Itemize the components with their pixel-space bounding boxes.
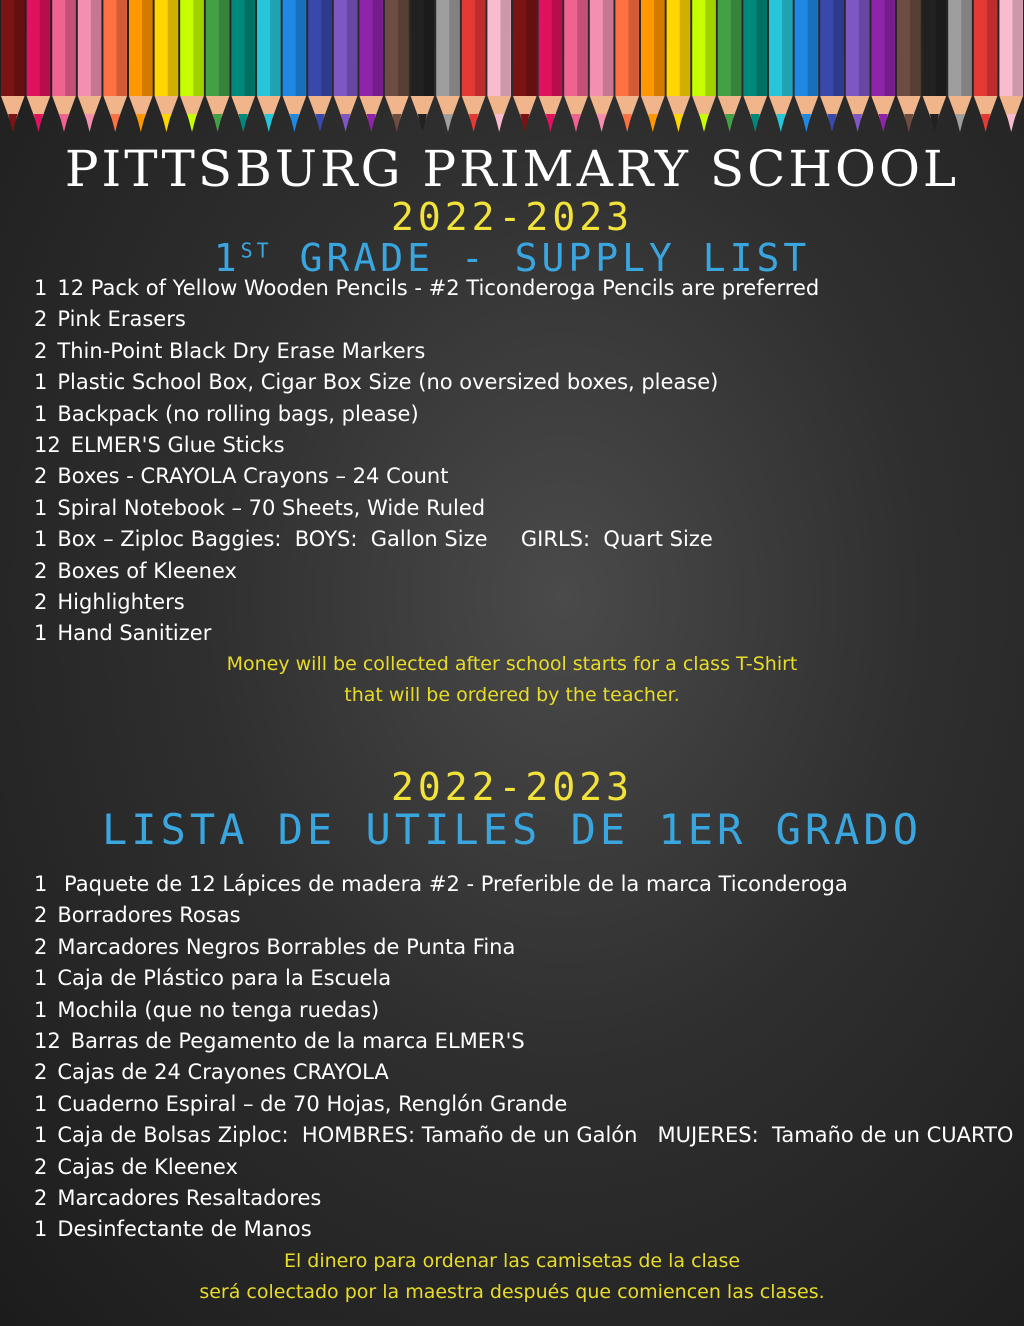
spanish-supply-item xyxy=(34,900,1013,931)
pencil xyxy=(103,0,127,132)
grade-ordinal: 1 xyxy=(213,236,241,280)
spanish-list-heading: LISTA DE UTILES DE 1ER GRADO xyxy=(101,805,922,854)
item-quantity: 2 xyxy=(34,307,48,332)
item-description: Cuaderno Espiral – de 70 Hojas, Renglón Grande xyxy=(57,1091,568,1116)
item-description: Caja de Plástico para la Escuela xyxy=(57,966,392,991)
pencil xyxy=(820,0,844,132)
pencil xyxy=(359,0,383,132)
pencil xyxy=(206,0,230,132)
item-quantity: 2 xyxy=(34,1060,48,1085)
item-description: Caja de Bolsas Ziploc: HOMBRES: Tamaño de un Galón MUJERES: Tamaño de un CUARTO xyxy=(57,1123,1014,1148)
english-supply-item xyxy=(34,618,819,649)
item-description: Borradores Rosas xyxy=(57,903,241,928)
year-heading: 2022-2023 xyxy=(391,195,633,239)
pencil xyxy=(231,0,255,132)
spanish-supply-item xyxy=(34,995,1013,1026)
spanish-supply-item xyxy=(34,932,1013,963)
school-title: PITTSBURG PRIMARY SCHOOL xyxy=(64,140,960,198)
english-supply-item xyxy=(34,304,819,335)
item-description: Cajas de 24 Crayones CRAYOLA xyxy=(57,1060,389,1085)
item-description: Thin-Point Black Dry Erase Markers xyxy=(57,338,426,363)
pencil xyxy=(769,0,793,132)
pencil xyxy=(436,0,460,132)
pencil xyxy=(846,0,870,132)
spanish-supply-item xyxy=(34,963,1013,994)
item-quantity: 1 xyxy=(34,276,48,300)
pencil xyxy=(155,0,179,132)
item-quantity: 12 xyxy=(34,1028,61,1053)
english-supply-list xyxy=(34,273,819,650)
pencil xyxy=(923,0,947,132)
spanish-supply-item xyxy=(34,1026,1013,1057)
pencil xyxy=(385,0,409,132)
spanish-note-line-2: será colectado por la maestra después que comiencen las clases. xyxy=(199,1281,825,1303)
grade-title-text: GRADE - SUPPLY LIST xyxy=(272,236,811,280)
item-quantity: 2 xyxy=(34,1154,48,1179)
spanish-supply-list xyxy=(34,869,1013,1246)
pencil xyxy=(692,0,716,132)
item-quantity: 1 xyxy=(34,1091,48,1116)
item-description: Barras de Pegamento de la marca ELMER'S xyxy=(70,1028,525,1053)
pencil xyxy=(411,0,435,132)
item-description: ELMER'S Glue Sticks xyxy=(70,432,285,457)
pencil xyxy=(641,0,665,132)
english-note-line-2: that will be ordered by the teacher. xyxy=(344,684,680,706)
english-supply-item xyxy=(34,273,819,304)
item-quantity: 2 xyxy=(34,903,48,928)
pencil xyxy=(462,0,486,132)
item-description: Highlighters xyxy=(57,589,185,614)
pencil xyxy=(974,0,998,132)
spanish-supply-item xyxy=(34,1089,1013,1120)
colored-pencils-border xyxy=(0,0,1024,140)
english-supply-item xyxy=(34,399,819,430)
item-description: 12 Pack of Yellow Wooden Pencils - #2 Ticonderoga Pencils are preferred xyxy=(57,276,820,300)
pencil xyxy=(999,0,1023,132)
item-quantity: 1 xyxy=(34,401,48,426)
item-description: Hand Sanitizer xyxy=(57,621,212,646)
pencil xyxy=(180,0,204,132)
pencil xyxy=(487,0,511,132)
item-description: Plastic School Box, Cigar Box Size (no oversized boxes, please) xyxy=(57,370,719,395)
item-description: Backpack (no rolling bags, please) xyxy=(57,401,419,426)
item-quantity: 1 xyxy=(34,872,48,896)
spanish-supply-item xyxy=(34,1120,1013,1151)
spanish-supply-item xyxy=(34,1057,1013,1088)
pencil xyxy=(795,0,819,132)
spanish-year-heading: 2022-2023 xyxy=(391,765,633,809)
pencil xyxy=(308,0,332,132)
pencil xyxy=(52,0,76,132)
item-quantity: 1 xyxy=(34,1123,48,1148)
pencil xyxy=(27,0,51,132)
item-description: Marcadores Resaltadores xyxy=(57,1185,322,1210)
item-description: Marcadores Negros Borrables de Punta Fina xyxy=(57,934,516,959)
pencil xyxy=(615,0,639,132)
item-quantity: 2 xyxy=(34,934,48,959)
english-supply-item xyxy=(34,493,819,524)
english-supply-item xyxy=(34,556,819,587)
pencil xyxy=(1,0,25,132)
item-description: Box – Ziploc Baggies: BOYS: Gallon Size GIRLS: Quart Size xyxy=(57,527,713,552)
english-supply-item xyxy=(34,587,819,618)
item-quantity: 1 xyxy=(34,1217,48,1242)
pencil xyxy=(948,0,972,132)
english-tshirt-note xyxy=(0,649,1024,711)
pencil xyxy=(78,0,102,132)
item-description: Mochila (que no tenga ruedas) xyxy=(57,997,380,1022)
item-description: Spiral Notebook – 70 Sheets, Wide Ruled xyxy=(57,495,486,520)
item-description: Pink Erasers xyxy=(57,307,186,332)
item-quantity: 2 xyxy=(34,464,48,489)
item-quantity: 1 xyxy=(34,527,48,552)
grade-ordinal-suffix: ST xyxy=(240,238,273,263)
pencil xyxy=(513,0,537,132)
spanish-supply-item xyxy=(34,1214,1013,1245)
pencil xyxy=(590,0,614,132)
english-supply-item xyxy=(34,461,819,492)
item-description: Boxes - CRAYOLA Crayons – 24 Count xyxy=(57,464,449,489)
item-description: Paquete de 12 Lápices de madera #2 - Preferible de la marca Ticonderoga xyxy=(57,872,848,896)
item-description: Desinfectante de Manos xyxy=(57,1217,312,1242)
item-quantity: 1 xyxy=(34,997,48,1022)
spanish-supply-item xyxy=(34,869,1013,900)
item-quantity: 2 xyxy=(34,1185,48,1210)
spanish-note-line-1: El dinero para ordenar las camisetas de la clase xyxy=(283,1250,741,1272)
pencil xyxy=(718,0,742,132)
pencil xyxy=(667,0,691,132)
english-supply-item xyxy=(34,367,819,398)
spanish-supply-item xyxy=(34,1183,1013,1214)
item-description: Cajas de Kleenex xyxy=(57,1154,238,1179)
pencil xyxy=(539,0,563,132)
pencil xyxy=(871,0,895,132)
item-quantity: 1 xyxy=(34,621,48,646)
english-supply-item xyxy=(34,430,819,461)
pencil xyxy=(257,0,281,132)
english-supply-item xyxy=(34,336,819,367)
spanish-supply-item xyxy=(34,1152,1013,1183)
item-description: Boxes of Kleenex xyxy=(57,558,237,583)
pencil xyxy=(129,0,153,132)
item-quantity: 2 xyxy=(34,589,48,614)
pencil xyxy=(897,0,921,132)
english-supply-item xyxy=(34,524,819,555)
item-quantity: 2 xyxy=(34,338,48,363)
english-note-line-1: Money will be collected after school starts for a class T-Shirt xyxy=(226,653,798,675)
item-quantity: 12 xyxy=(34,432,61,457)
pencil xyxy=(743,0,767,132)
spanish-tshirt-note xyxy=(0,1246,1024,1308)
pencil xyxy=(564,0,588,132)
pencil xyxy=(334,0,358,132)
item-quantity: 1 xyxy=(34,495,48,520)
item-quantity: 1 xyxy=(34,370,48,395)
item-quantity: 1 xyxy=(34,966,48,991)
pencil xyxy=(283,0,307,132)
item-quantity: 2 xyxy=(34,558,48,583)
